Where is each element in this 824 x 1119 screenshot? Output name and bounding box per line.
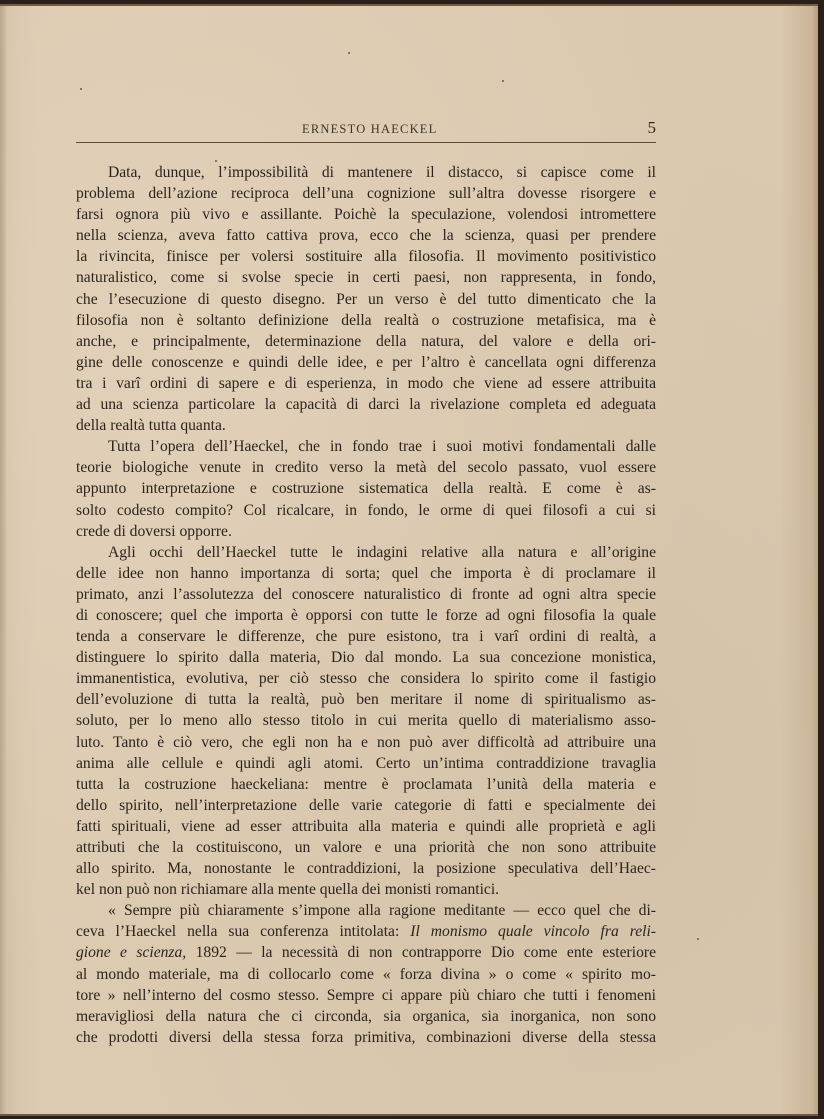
running-title: ERNESTO HAECKEL xyxy=(302,122,438,136)
text-line: Agli occhi dell’Haeckel tutte le indagini relative alla natura e all’origine xyxy=(108,543,656,561)
text-run: che prodotti diversi della stessa forza primitiva, combinazioni diverse della stessa xyxy=(76,1028,656,1046)
text-line: kel non può non richiamare alla mente quella dei monisti romantici. xyxy=(76,881,500,899)
text-line: tenda a conservare le differenze, che pure esistono, tra i varî ordini di realtà, a xyxy=(76,628,656,646)
text-line xyxy=(76,900,656,921)
text-line: solto codesto compito? Col ricalcare, in fondo, le orme di quei filosofi a cui si xyxy=(76,501,656,519)
text-line: fatti spirituali, viene ad esser attribuita alla materia e quindi alle proprietà e agli xyxy=(76,817,656,835)
text-line xyxy=(76,921,656,942)
text-line: della realtà tutta quanta. xyxy=(76,417,226,435)
text-line: gine delle conoscenze e quindi delle idee, e per l’altro è cancellata ogni differenza xyxy=(76,353,656,371)
text-line: soluto, per lo meno allo stesso titolo in cui merita quello di materialismo asso- xyxy=(76,712,656,730)
text-line: problema dell’azione reciproca dell’una cognizione sull’altra dovesse risorgere e xyxy=(76,185,656,203)
text-run: ceva l’Haeckel nella sua conferenza intitolata: xyxy=(76,923,411,941)
page-gutter-edge xyxy=(0,6,6,1114)
text-line xyxy=(76,1006,656,1027)
text-line: Tutta l’opera dell’Haeckel, che in fondo trae i suoi motivi fondamentali dalle xyxy=(108,438,656,456)
text-line: ad una scienza particolare la capacità di darci la rivelazione completa ed adeguata xyxy=(76,396,656,414)
paper-speck xyxy=(80,88,82,90)
text-line: appunto interpretazione e costruzione sistematica della realtà. E come è as- xyxy=(76,480,656,498)
paragraph xyxy=(76,162,656,436)
italic-title: Il monismo quale vincolo fra reli- xyxy=(410,923,656,941)
text-line xyxy=(76,985,656,1006)
text-line: che l’esecuzione di questo disegno. Per un verso è del tutto dimenticato che la xyxy=(76,290,656,308)
text-line: tutta la costruzione haeckeliana: mentre è proclamata l’unità della materia e xyxy=(76,775,656,793)
page-number: 5 xyxy=(647,118,656,137)
body-text xyxy=(76,162,656,1048)
text-line: Data, dunque, l’impossibilità di mantenere il distacco, si capisce come il xyxy=(108,164,656,181)
paper-speck xyxy=(348,52,350,54)
text-line: farsi ognora più vivo e assillante. Poichè la speculazione, volendosi intromettere xyxy=(76,206,656,224)
quotation-paragraph xyxy=(76,900,656,1048)
header-rule xyxy=(76,142,656,143)
text-line: di conoscere; quel che importa è opporsi con tutte le forze ad ogni filosofia la quale xyxy=(76,606,656,624)
text-line xyxy=(76,1027,656,1048)
text-line: nella scienza, aveva fatto cattiva prova, ecco che la scienza, quasi per prendere xyxy=(76,227,656,245)
paper-speck xyxy=(697,938,699,940)
text-line: tra i varî ordini di sapere e di esperienza, in modo che viene ad essere attribuita xyxy=(76,374,656,392)
text-run: al mondo materiale, ma di collocarlo come « forza divina » o come « spirito mo- xyxy=(76,965,656,983)
text-line: anche, e principalmente, determinazione della natura, del valore e della ori- xyxy=(76,332,656,350)
text-line: primato, anzi l’assolutezza del conoscere naturalistico di fronte ad ogni altra specie xyxy=(76,585,656,603)
text-line: immanentistica, evolutiva, per ciò stesso che considera lo spirito come il fastigio xyxy=(76,670,656,688)
text-line xyxy=(76,942,656,963)
text-line: distinguere lo spirito dalla materia, Dio dal mondo. La sua concezione monistica, xyxy=(76,649,656,667)
text-line: anima alle cellule e quindi agli atomi. Certo un’intima contraddizione travaglia xyxy=(76,754,656,772)
text-run: meravigliosi della natura che ci circonda, sia organica, sia inorganica, non sono xyxy=(76,1007,656,1025)
text-run: 1892 — la necessità di non contrapporre Dio come ente esteriore xyxy=(186,944,656,962)
text-line: filosofia non è soltanto definizione della realtà o costruzione metafisica, ma è xyxy=(76,311,656,329)
text-line: delle idee non hanno importanza di sorta; quel che importa è di proclamare il xyxy=(76,564,656,582)
text-line: dell’evoluzione di tutta la realtà, può ben meritare il nome di spiritualismo as- xyxy=(76,691,656,709)
text-line: teorie biologiche venute in credito verso la metà del secolo passato, vuol essere xyxy=(76,459,656,477)
text-line: allo spirito. Ma, nonostante le contraddizioni, la posizione speculativa dell’Haec- xyxy=(76,860,656,878)
italic-title: gione e scienza, xyxy=(76,944,187,962)
text-line: dello spirito, nell’interpretazione delle varie categorie di fatti e specialmente dei xyxy=(76,796,656,814)
text-line: la rivincita, finisce per volersi sostituire alla filosofia. Il movimento positivistico xyxy=(76,248,656,266)
text-line: luto. Tanto è ciò vero, che egli non ha e non può aver difficoltà ad attribuire una xyxy=(76,733,656,751)
text-line: crede di doversi opporre. xyxy=(76,522,232,540)
text-line: attributi che la costituiscono, un valore e una priorità che non sono attribuite xyxy=(76,839,656,856)
paragraph xyxy=(76,436,656,541)
text-line: naturalistico, come si svolse specie in certi paesi, non rappresenta, in fondo, xyxy=(76,269,656,287)
text-run: « Sempre più chiaramente s’impone alla ragione meditante — ecco quel che di- xyxy=(108,902,656,920)
text-run: tore » nell’interno del cosmo stesso. Sempre ci appare più chiaro che tutti i fenomeni xyxy=(76,986,656,1004)
text-line xyxy=(76,964,656,985)
paper-speck xyxy=(502,80,504,82)
paragraph xyxy=(76,542,656,901)
